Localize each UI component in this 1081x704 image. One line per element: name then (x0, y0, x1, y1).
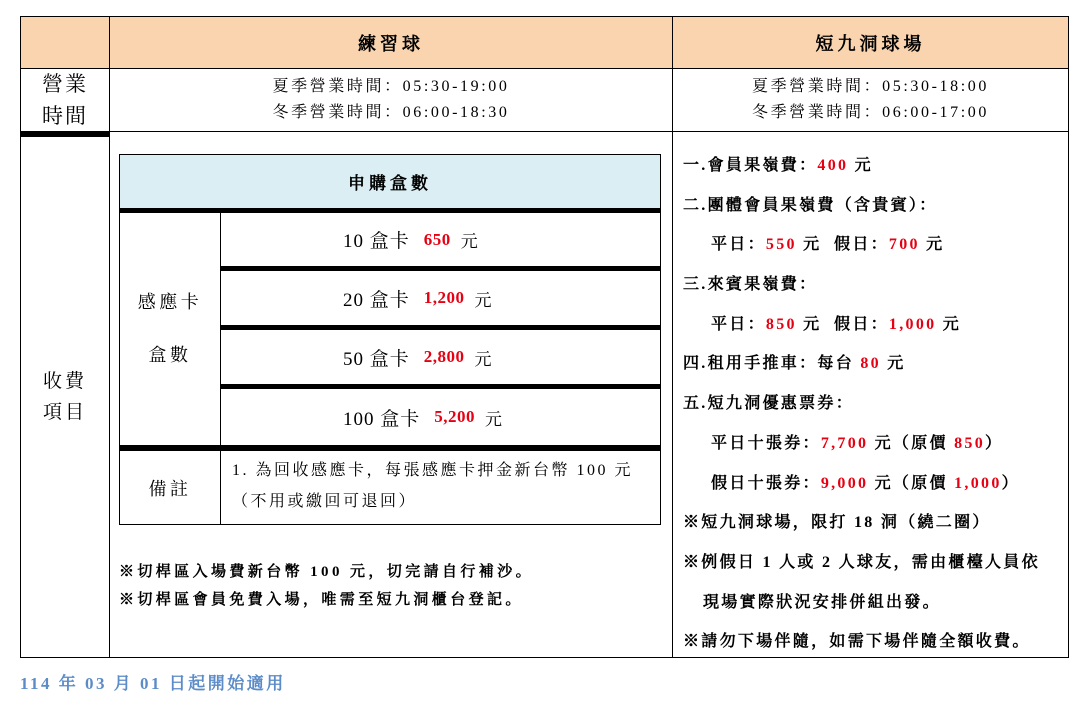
card-table-header-cell (120, 155, 660, 208)
card-table-header: 申購盒數 (348, 174, 432, 193)
price-value: 700 (888, 236, 920, 254)
effective-date: 114 年 03 月 01 日起開始適用 (20, 674, 286, 693)
line-text: ） (1001, 474, 1020, 492)
note-course-rounds (683, 503, 1040, 543)
card-label-cell (120, 213, 220, 445)
price-value: 850 (765, 315, 797, 333)
line-text: 元 (880, 355, 906, 373)
header-course-cell (673, 17, 1068, 68)
practice-summer-hours: 夏季營業時間：05:30-19:00 (272, 78, 510, 95)
line-text: 五.短九洞優惠票券： (683, 395, 855, 413)
line-text: ※例假日 1 人或 2 人球友，需由櫃檯人員依 (683, 553, 1040, 571)
fees-label-cell (21, 137, 109, 657)
package-quantity: 100 盒卡 (343, 408, 421, 430)
card-table-border-bottom (119, 524, 661, 525)
price-value: 400 (817, 157, 849, 174)
line-text: 一.會員果嶺費： (683, 157, 818, 174)
package-quantity: 50 盒卡 (343, 348, 410, 370)
line-text: 元（原價 (868, 434, 955, 452)
price-value: 550 (765, 236, 797, 254)
hours-row-divider (20, 131, 1069, 132)
line-text: 四.租用手推車：每台 (683, 355, 861, 373)
fee-item-voucher-heading (683, 384, 1040, 424)
practice-hours-cell (110, 69, 672, 131)
package-quantity: 20 盒卡 (343, 289, 410, 311)
price-value: 1,000 (954, 474, 1002, 492)
line-text: 元 假日： (796, 236, 889, 254)
line-text: 現場實際狀況安排併組出發。 (703, 593, 941, 611)
remarks-cell (221, 451, 660, 524)
line-text: ） (985, 434, 1004, 452)
chipping-note: ※切桿區會員免費入場，唯需至短九洞櫃台登記。 (119, 592, 524, 608)
remarks-label-cell (120, 451, 220, 524)
card-label-line: 感應卡 (137, 292, 203, 312)
fees-label-line: 收費 (42, 371, 87, 392)
package-unit: 元 (460, 232, 478, 251)
line-text: 元 假日： (796, 315, 889, 333)
chipping-area-notes (119, 558, 534, 614)
card-label-line: 盒數 (148, 345, 192, 365)
course-fee-list (683, 146, 1040, 662)
course-winter-hours: 冬季營業時間：06:00-17:00 (751, 104, 990, 121)
line-text: ※請勿下場伴隨，如需下場伴隨全額收費。 (683, 633, 1031, 651)
practice-title: 練習球 (358, 33, 424, 54)
course-summer-hours: 夏季營業時間：05:30-18:00 (751, 78, 990, 95)
practice-winter-hours: 冬季營業時間：06:00-18:30 (272, 104, 510, 121)
package-row (221, 330, 660, 384)
line-text: 元 (919, 236, 945, 254)
line-text: 三.來賓果嶺費： (683, 276, 818, 294)
package-row (221, 389, 660, 445)
note-pairing-line (683, 543, 1040, 583)
line-text: 假日十張券： (711, 474, 821, 492)
package-price: 2,800 (423, 347, 465, 366)
hours-label-line: 營業 (42, 72, 88, 96)
line-text: 二.團體會員果嶺費（含貴賓）： (683, 196, 938, 214)
line-text: 元 (936, 315, 962, 333)
price-value: 7,700 (820, 434, 869, 452)
package-price: 1,200 (423, 288, 465, 307)
package-price: 5,200 (434, 407, 476, 426)
header-practice-cell (110, 17, 672, 68)
remarks-label: 備註 (148, 478, 192, 499)
line-text: 平日： (711, 236, 766, 254)
note-pairing-line (683, 583, 1040, 623)
remarks-line: （不用或繳回可退回） (232, 493, 418, 510)
package-unit: 元 (474, 290, 492, 310)
fees-label-line: 項目 (42, 402, 87, 423)
fee-item-voucher-holiday (683, 464, 1040, 504)
line-text: 平日十張券： (711, 434, 821, 452)
price-value: 9,000 (820, 474, 869, 492)
chipping-note: ※切桿區入場費新台幣 100 元，切完請自行補沙。 (119, 564, 535, 580)
price-value: 850 (954, 434, 986, 452)
remarks-line: 1. 為回收感應卡，每張感應卡押金新台幣 100 元 (232, 462, 634, 479)
course-hours-cell (673, 69, 1068, 131)
package-row (221, 213, 660, 266)
fee-item-cart-rental (683, 344, 1040, 384)
hours-label-line: 時間 (42, 104, 88, 128)
package-row (221, 271, 660, 325)
package-unit: 元 (485, 409, 503, 429)
price-value: 80 (860, 355, 881, 373)
fee-item-guest-green-fee-prices (683, 305, 1040, 345)
note-no-accompany (683, 622, 1040, 662)
package-unit: 元 (474, 349, 492, 369)
line-text: 元 (848, 157, 873, 174)
table-border-right (1068, 16, 1069, 658)
price-value: 1,000 (888, 315, 937, 333)
course-title: 短九洞球場 (815, 33, 926, 54)
hours-label-cell (21, 69, 109, 131)
fee-item-voucher-weekday (683, 424, 1040, 464)
fee-item-guest-green-fee-heading (683, 265, 1040, 305)
fee-item-group-green-fee-prices (683, 225, 1040, 265)
fee-item-group-green-fee-heading (683, 186, 1040, 226)
line-text: 元（原價 (868, 474, 955, 492)
line-text: 平日： (711, 315, 766, 333)
fee-item-member-green-fee (683, 146, 1040, 186)
package-price: 650 (423, 229, 451, 249)
line-text: ※短九洞球場，限打 18 洞（繞二圈） (683, 514, 991, 532)
package-quantity: 10 盒卡 (343, 231, 410, 252)
